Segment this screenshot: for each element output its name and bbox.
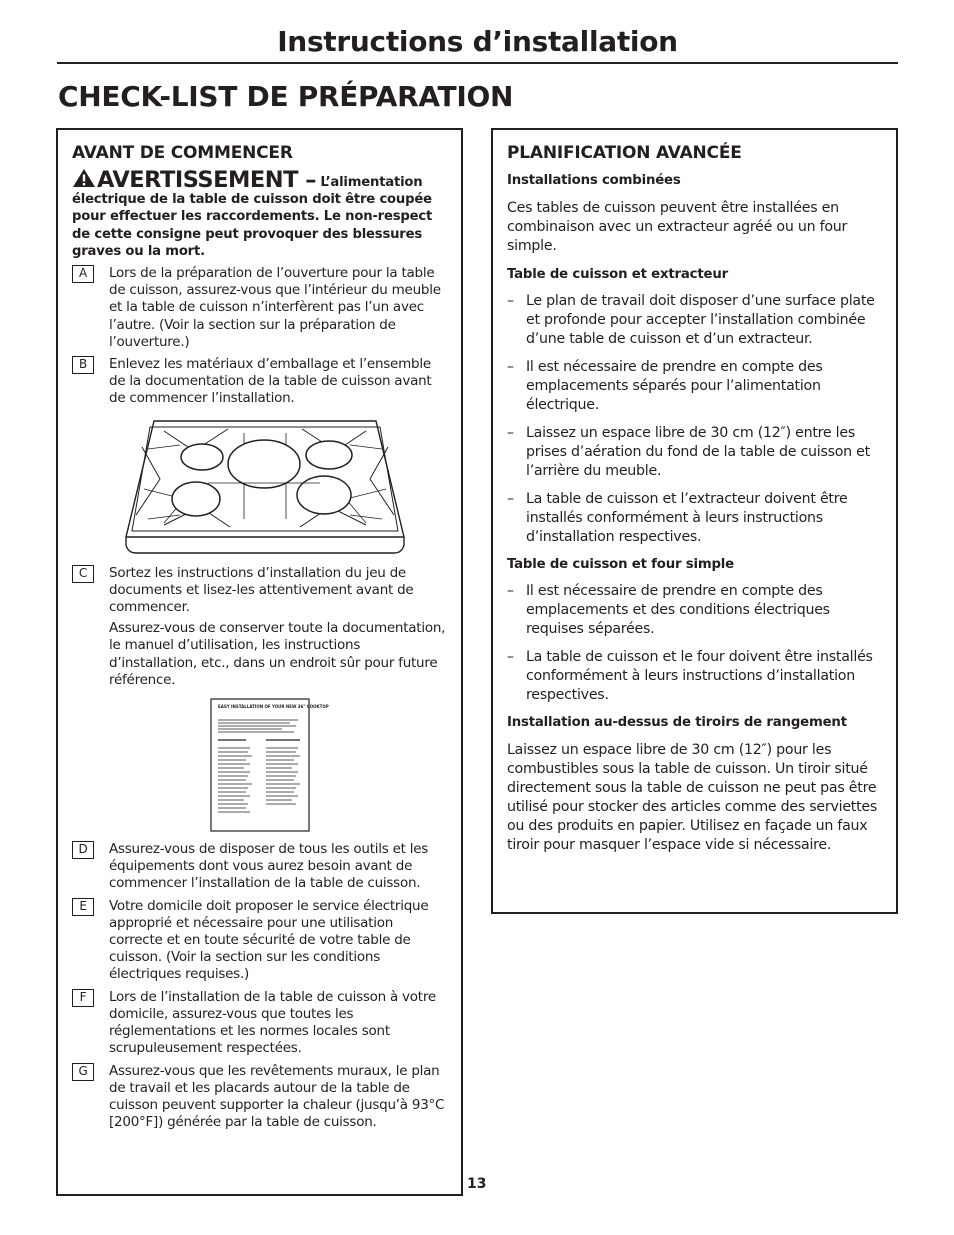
installation-document-illustration xyxy=(72,698,448,832)
list-dash: – xyxy=(507,583,514,599)
checklist-item-c xyxy=(72,565,448,689)
item-text: Lors de la préparation de l’ouverture pour la table de cuisson, assurez-vous que l’intérieur du meuble et la table de cuisson n’interfèrent pas l’un avec l’autre. (Voir la section sur la préparation de l’ouverture.) xyxy=(109,265,441,350)
document-title: EASY INSTALLATION OF YOUR NEW 36" COOKTOP xyxy=(218,704,329,710)
list-item xyxy=(507,490,880,547)
checklist-item-f xyxy=(72,989,448,1058)
warning-title: AVERTISSEMENT – xyxy=(97,167,316,193)
warning-triangle-icon xyxy=(72,168,96,188)
page-title: Instructions d’installation xyxy=(277,25,678,58)
list-dash: – xyxy=(507,491,514,507)
item-letter: C xyxy=(72,565,94,583)
item-letter: D xyxy=(72,841,94,859)
checklist-item-a xyxy=(72,265,448,351)
warning-text: électrique de la table de cuisson doit être coupée pour effectuer les raccordements. Le non-respect de cette consigne peut provoquer des blessures graves ou la mort. xyxy=(72,192,433,259)
before-you-begin-panel xyxy=(56,128,463,1196)
cooktop-packaging-illustration xyxy=(82,419,448,557)
advanced-planning-panel xyxy=(491,128,898,914)
list-item-text: La table de cuisson et le four doivent être installés conformément à leurs instructions d’installation respectives. xyxy=(526,649,873,703)
list-item-text: Le plan de travail doit disposer d’une surface plate et profonde pour accepter l’installation combinée d’une table de cuisson et d’un extracteur. xyxy=(526,293,875,347)
list-item-text: La table de cuisson et l’extracteur doivent être installés conformément à leurs instructions d’installation respectives. xyxy=(526,491,848,545)
item-text: Lors de l’installation de la table de cuisson à votre domicile, assurez-vous que toutes les réglementations et les normes locales sont scrupuleusement respectées. xyxy=(109,988,436,1057)
warning-lead: L’alimentation xyxy=(320,175,423,190)
list-dash: – xyxy=(507,425,514,441)
item-text: Enlevez les matériaux d’emballage et l’ensemble de la documentation de la table de cuisson avant de commencer l’installation. xyxy=(109,356,432,407)
document-image xyxy=(210,698,329,832)
item-text: Assurez-vous de disposer de tous les outils et les équipements dont vous aurez besoin avant de commencer l’installation de la table de cuisson. xyxy=(109,841,429,892)
list-item xyxy=(507,648,880,705)
list-dash: – xyxy=(507,293,514,309)
combined-installations-label: Installations combinées xyxy=(507,173,681,188)
item-letter: G xyxy=(72,1063,94,1081)
list-item-text: Il est nécessaire de prendre en compte des emplacements et des conditions électriques requises séparées. xyxy=(526,583,830,637)
list-item-text: Laissez un espace libre de 30 cm (12″) entre les prises d’aération du fond de la table de cuisson et l’arrière du meuble. xyxy=(526,425,870,479)
item-text-secondary: Assurez-vous de conserver toute la documentation, le manuel d’utilisation, les instructions d’installation, etc., dans un endroit sûr pour future référence. xyxy=(109,620,446,688)
page-header xyxy=(57,22,898,64)
checklist-item-e xyxy=(72,898,448,984)
item-letter: B xyxy=(72,356,94,374)
oven-label: Table de cuisson et four simple xyxy=(507,557,734,572)
item-letter: F xyxy=(72,989,94,1007)
list-dash: – xyxy=(507,359,514,375)
item-text: Votre domicile doit proposer le service électrique approprié et nécessaire pour une utilisation correcte et en toute sécurité de votre table de cuisson. (Voir la section sur les conditions électriques requises.) xyxy=(109,897,429,983)
item-text: Assurez-vous que les revêtements muraux, le plan de travail et les placards autour de la table de cuisson peuvent supporter la chaleur (jusqu’à 93°C [200°F]) générée par la table de cuisson. xyxy=(109,1062,445,1131)
drawer-text: Laissez un espace libre de 30 cm (12″) pour les combustibles sous la table de cuisson. Un tiroir situé directement sous la table de cuisson ne peut pas être utilisé pour stocker des articles comme des serviettes ou des produits en papier. Utilisez en façade un faux tiroir pour masquer l’espace vide si nécessaire. xyxy=(507,742,878,853)
page-number: 13 xyxy=(467,1176,487,1192)
advanced-planning-heading: PLANIFICATION AVANCÉE xyxy=(507,143,742,163)
oven-list xyxy=(507,582,880,705)
item-letter: A xyxy=(72,265,94,283)
checklist-item-g xyxy=(72,1063,448,1132)
before-you-begin-heading: AVANT DE COMMENCER xyxy=(72,143,293,163)
extractor-label: Table de cuisson et extracteur xyxy=(507,267,728,282)
list-dash: – xyxy=(507,649,514,665)
warning-block xyxy=(72,168,448,260)
item-letter: E xyxy=(72,898,94,916)
list-item xyxy=(507,358,880,415)
list-item xyxy=(507,292,880,349)
list-item xyxy=(507,582,880,639)
list-item-text: Il est nécessaire de prendre en compte des emplacements séparés pour l’alimentation électrique. xyxy=(526,359,823,413)
combined-installations-text: Ces tables de cuisson peuvent être installées en combinaison avec un extracteur agréé ou un four simple. xyxy=(507,200,848,254)
section-title: CHECK-LIST DE PRÉPARATION xyxy=(58,80,514,113)
drawer-label: Installation au-dessus de tiroirs de rangement xyxy=(507,715,847,730)
item-text: Sortez les instructions d’installation du jeu de documents et lisez-les attentivement avant de commencer. xyxy=(109,564,414,616)
checklist-item-b xyxy=(72,356,448,408)
list-item xyxy=(507,424,880,481)
extractor-list xyxy=(507,292,880,547)
checklist-item-d xyxy=(72,841,448,893)
cooktop-image xyxy=(124,419,406,557)
